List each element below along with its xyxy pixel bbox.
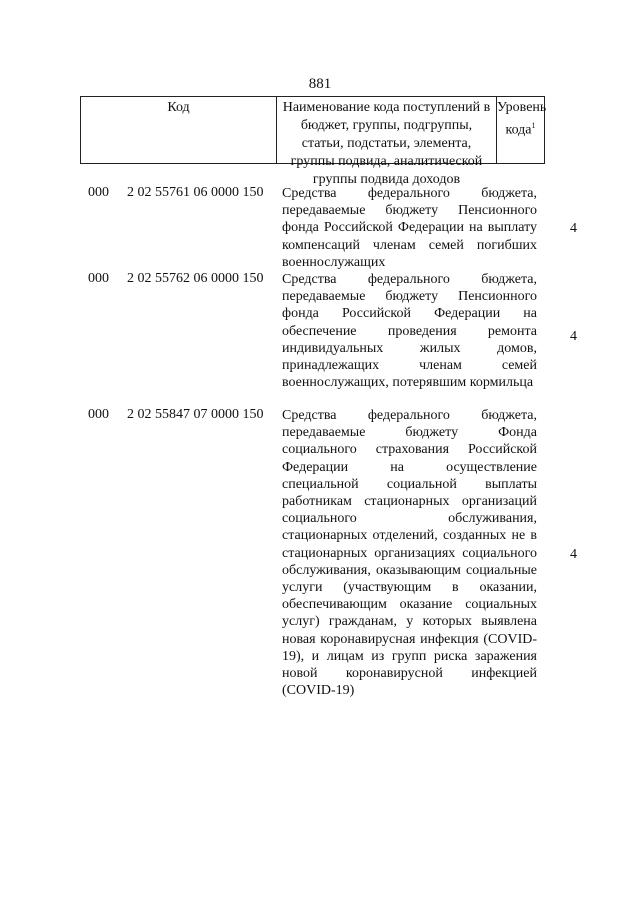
row-code: 2 02 55762 06 0000 150 [127,271,264,286]
header-level-label: Уровень кода [497,100,547,138]
footnote-marker: 1 [531,121,536,130]
row-code: 2 02 55761 06 0000 150 [127,185,264,200]
row-level: 4 [570,547,577,562]
row-name: Средства федерального бюджета, передаваемые бюджету Фонда социального страхования Российской Федерации на осуществление специальной социальной выплаты работникам стационарных организаций социального обслуживания, стационарных отделений, созданных не в стационарных организациях социального обслуживания, оказывающим социальные услуги (участвующим в оказании, обеспечивающим оказание социальных услуг) гражданам, у которых выявлена новая коронавирусная инфекция (COVID-19), и лицам из групп риска заражения новой коронавирусной инфекцией (COVID-19) [282,408,537,699]
row-level: 4 [570,329,577,344]
row-prefix: 000 [88,185,109,200]
row-level: 4 [570,221,577,236]
row-prefix: 000 [88,271,109,286]
row-prefix: 000 [88,407,109,422]
header-code-label: Код [167,100,190,115]
header-level-column [497,97,547,163]
page-number: 881 [308,76,332,92]
row-name: Средства федерального бюджета, передаваемые бюджету Пенсионного фонда Российской Федерации на обеспечение проведения ремонта индивидуальных жилых домов, принадлежащих членам семей военнослужащих, потерявшим кормильца [282,272,537,391]
table-header [80,96,547,187]
header-name-label: Наименование кода поступлений в бюджет, группы, подгруппы, статьи, подстатьи, элемента, группы подвида, аналитической группы подвида доходов [277,97,497,163]
row-name: Средства федерального бюджета, передаваемые бюджету Пенсионного фонда Российской Федерации на выплату компенсаций членам семей погибших военнослужащих [282,186,537,270]
header-code-column [81,97,277,163]
row-code: 2 02 55847 07 0000 150 [127,407,264,422]
